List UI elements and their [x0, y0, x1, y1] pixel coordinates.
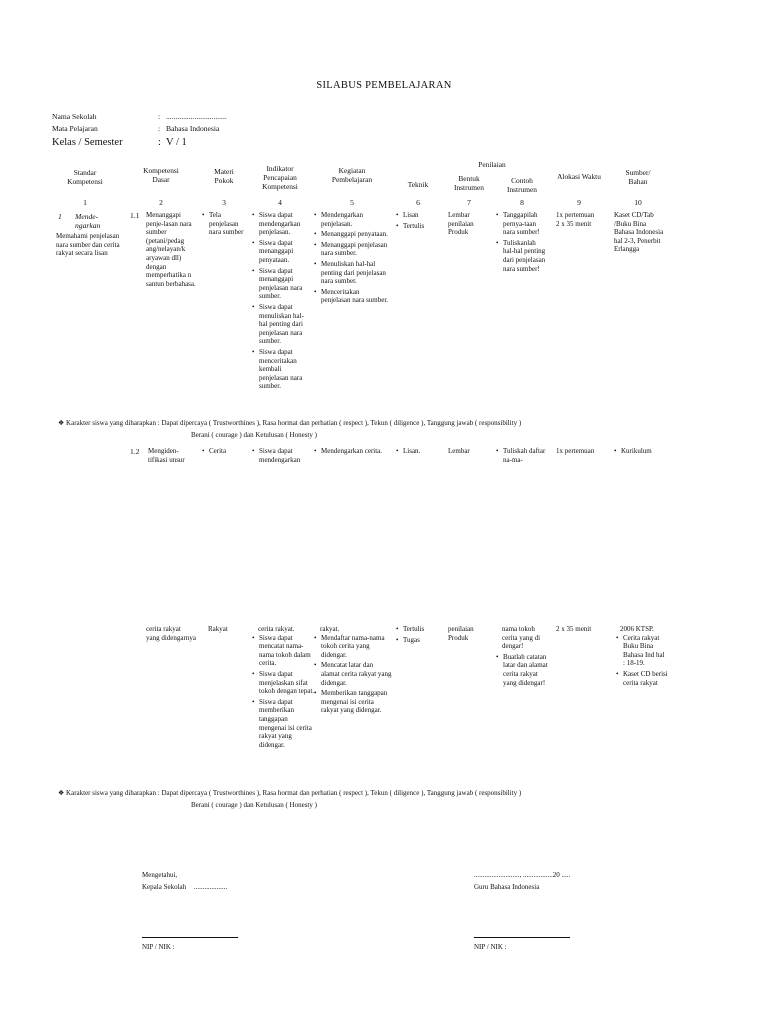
indikator-2-cont-item-2: • Siswa dapat menjelaskan sifat tokoh dengan tepat.	[252, 670, 314, 696]
sig-right-rule	[474, 937, 570, 938]
kegiatan-2-cont-item-1: • Mendaftar nama-nama tokoh cerita yang didengar.	[314, 634, 392, 660]
kegiatan-1-item-4: • Menuliskan hal-hal penting dari penjelasan nara sumber.	[314, 260, 390, 286]
kegiatan-2-cont	[320, 625, 392, 717]
col-num-2: 2	[159, 198, 163, 207]
indikator-2-cont	[258, 625, 314, 751]
col-num-3: 3	[222, 198, 226, 207]
class-semester-value: V / 1	[166, 137, 187, 148]
kegiatan-1-item-5: • Menceritakan penjelasan nara sumber.	[314, 288, 390, 305]
kegiatan-1-item-1: • Mendengarkan penjelasan.	[314, 211, 390, 228]
indikator-2	[252, 447, 312, 466]
col-num-10: 10	[634, 198, 642, 207]
col-header-2: Kompetensi Dasar	[143, 166, 179, 184]
kd-text-2-cont: cerita rakyat yang didengarnya	[146, 625, 196, 642]
sig-left-line2	[142, 883, 227, 892]
contoh-2	[496, 447, 548, 466]
contoh-1	[496, 211, 548, 275]
materi-2	[202, 447, 248, 458]
indikator-2-cont-lead: cerita rakyat.	[258, 625, 295, 633]
karakter-1-text2: Berani ( courage ) dan Ketulusan ( Honesty )	[191, 431, 317, 439]
col-num-6: 6	[416, 198, 420, 207]
materi-1-item: • Tela penjelasan nara sumber	[202, 211, 248, 237]
indikator-1-item-3: • Siswa dapat menanggapi penjelasan nara sumber.	[252, 267, 312, 301]
penilaian-header: Penilaian	[478, 160, 506, 169]
contoh-2-cont-lead: nama tokoh cerita yang di dengar!	[502, 625, 541, 651]
indikator-1-item-1: • Siswa dapat mendengarkan penjelasan.	[252, 211, 312, 237]
nip-right: NIP / NIK :	[474, 943, 507, 951]
kegiatan-2-cont-item-2: • Mencatat latar dan alamat cerita rakyat yang didengar.	[314, 661, 392, 687]
school-name-sep: :	[158, 112, 161, 121]
indikator-2-item: • Siswa dapat mendengarkan	[252, 447, 312, 464]
sumber-2-cont-item-2: • Kaset CD berisi cerita rakyat	[616, 670, 668, 687]
col-num-7: 7	[467, 198, 471, 207]
col-num-5: 5	[350, 198, 354, 207]
subject-sep: :	[158, 124, 161, 133]
nip-left: NIP / NIK :	[142, 943, 175, 951]
col-header-7: Bentuk Instrumen	[454, 174, 484, 192]
class-semester-label: Kelas / Semester	[52, 137, 123, 148]
karakter-2	[58, 789, 678, 798]
col-header-9: Alokasi Waktu	[557, 172, 601, 181]
sumber-1: Kaset CD/Tab /Buku Bina Bahasa Indonesia hal 2-3, Penerbit Erlangga	[614, 211, 664, 254]
alokasi-1: 1x pertemuan 2 x 35 menit	[556, 211, 595, 228]
kegiatan-1	[314, 211, 390, 307]
sumber-2-item: • Kurikulum	[614, 447, 666, 456]
sumber-2-cont	[616, 625, 668, 689]
sumber-2-cont-lead: 2006 KTSP.	[620, 625, 654, 633]
kd-text-1: Menanggapi penje-lasan nara sumber (petani/pedag ang/nelayan/k aryawan dll) dengan memperhatika n santun berbahasa.	[146, 211, 196, 288]
col-header-5: Kegiatan Pembelajaran	[331, 166, 373, 184]
karakter-2-lead: Karakter siswa yang diharapkan :	[66, 789, 160, 797]
col-header-1: Standar Kompetensi	[67, 168, 103, 186]
col-header-3: Materi Pokok	[214, 167, 234, 185]
karakter-2-text: Dapat dipercaya ( Trustworthines ), Rasa hormat dan perhatian ( respect ), Tekun ( diligence ), Tanggung jawab ( responsibility )	[161, 789, 522, 797]
diamond-bullet-icon: ❖	[58, 419, 65, 427]
diamond-bullet-icon: ❖	[58, 789, 65, 797]
indikator-1-item-2: • Siswa dapat menanggapi penyataan.	[252, 239, 312, 265]
page-title: SILABUS PEMBELAJARAN	[316, 80, 452, 91]
kegiatan-1-item-2: • Menanggapi penyataan.	[314, 230, 390, 239]
contoh-1-item-1: • Tanggapilah pernya-taan nara sumber!	[496, 211, 548, 237]
indikator-2-cont-item-1: • Siswa dapat mencatat nama-nama tokoh dalam cerita.	[252, 634, 314, 668]
sk-text: Memahami penjelasan nara sumber dan cerita rakyat secara lisan	[56, 232, 120, 258]
kegiatan-2-item: • Mendengarkan cerita.	[314, 447, 392, 456]
kd-number-2: 1.2	[130, 447, 140, 456]
col-header-8: Contoh Instrumen	[507, 176, 537, 194]
sk-title: Mende- ngarkan	[75, 212, 101, 231]
teknik-2-item: • Lisan.	[396, 447, 442, 456]
bentuk-1: Lembar penilaian Produk	[448, 211, 474, 237]
materi-2-cont: Rakyat	[208, 625, 228, 633]
alokasi-2: 1x pertemuan	[556, 447, 595, 455]
teknik-1-item-2: • Tertulis	[396, 222, 442, 231]
class-semester-sep: :	[158, 137, 161, 148]
teknik-2-cont-item-1: • Tertulis	[396, 625, 442, 634]
teknik-1-item-1: • Lisan	[396, 211, 442, 220]
sumber-2-cont-item-1: • Cerita rakyat Buku Bina Bahasa Ind hal : 18-19.	[616, 634, 668, 668]
alokasi-2-cont: 2 x 35 menit	[556, 625, 592, 633]
sk-number: 1	[58, 212, 62, 221]
teknik-1	[396, 211, 442, 232]
kd-text-2: Mengiden-tifikasi unsur	[148, 447, 185, 464]
sig-left-dots: ...................	[193, 883, 228, 891]
karakter-1-text: Dapat dipercaya ( Trustworthines ), Rasa hormat dan perhatian ( respect ), Tekun ( diligence ), Tanggung jawab ( responsibility )	[161, 419, 522, 427]
karakter-2-text2: Berani ( courage ) dan Ketulusan ( Honesty )	[191, 801, 317, 809]
kd-number-1: 1.1	[130, 211, 140, 220]
sumber-2	[614, 447, 666, 458]
kegiatan-1-item-3: • Menanggapi penjelasan nara sumber.	[314, 241, 390, 258]
indikator-2-cont-item-3: • Siswa dapat memberikan tanggapan mengenai isi cerita rakyat yang didengar.	[252, 698, 314, 750]
subject-label: Mata Pelajaran	[52, 124, 98, 133]
sig-left-title: Kepala Sekolah	[142, 883, 187, 891]
sig-left-rule	[142, 937, 238, 938]
col-num-1: 1	[83, 198, 87, 207]
indikator-1	[252, 211, 312, 393]
contoh-2-cont	[502, 625, 550, 689]
col-num-9: 9	[577, 198, 581, 207]
col-header-10: Sumber/ Bahan	[625, 168, 651, 186]
bentuk-2: Lembar	[448, 447, 470, 455]
col-num-8: 8	[520, 198, 524, 207]
indikator-1-item-5: • Siswa dapat menceritakan kembali penjelasan nara sumber.	[252, 348, 312, 391]
sig-left-line1: Mengetahui,	[142, 871, 178, 879]
kegiatan-2-cont-item-3: • Memberikan tanggapan mengenai isi cerita rakyat yang didengar.	[314, 689, 392, 715]
contoh-1-item-2: • Tuliskanlah hal-hal penting dari penjelasan nara sumber!	[496, 239, 548, 273]
school-name-label: Nama Sekolah	[52, 112, 97, 121]
karakter-1-lead: Karakter siswa yang diharapkan :	[66, 419, 160, 427]
col-header-6: Teknik	[407, 180, 429, 189]
col-header-4: Indikator Pencapaian Kompetensi	[262, 164, 298, 191]
materi-1	[202, 211, 248, 239]
materi-2-item: • Cerita	[202, 447, 248, 456]
sig-right-line1: .........................., .................20 .....	[474, 871, 571, 879]
karakter-1	[58, 419, 678, 428]
teknik-2	[396, 447, 442, 458]
kegiatan-2	[314, 447, 392, 458]
contoh-2-cont-item-1: • Buatlah catatan latar dan alamat cerita rakyat yang didengar!	[496, 653, 550, 687]
contoh-2-item: • Tuliskah daftar na-ma-	[496, 447, 548, 464]
kegiatan-2-cont-lead: rakyat.	[320, 625, 340, 633]
school-name-value: ................................	[166, 112, 227, 121]
teknik-2-cont	[396, 625, 442, 646]
teknik-2-cont-item-2: • Tugas	[396, 636, 442, 645]
bentuk-2-cont: penilaian Produk	[448, 625, 474, 642]
col-num-4: 4	[278, 198, 282, 207]
indikator-1-item-4: • Siswa dapat menuliskan hal-hal penting dari penjelasan nara sumber.	[252, 303, 312, 346]
subject-value: Bahasa Indonesia	[166, 124, 220, 133]
sig-right-line2: Guru Bahasa Indonesia	[474, 883, 540, 891]
